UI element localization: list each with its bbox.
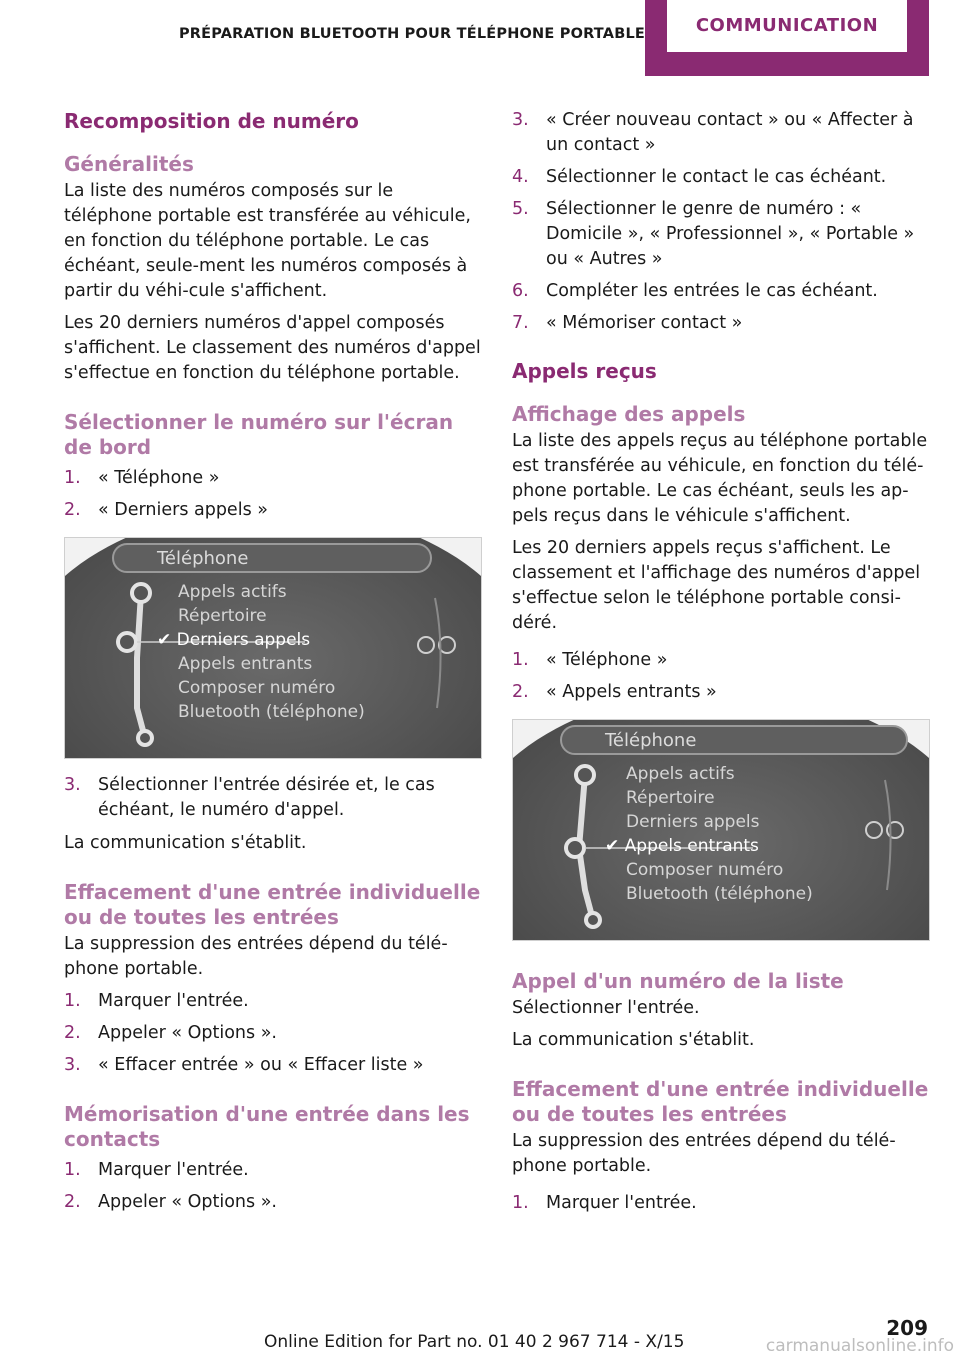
paragraph: Sélectionner l'entrée. <box>512 998 700 1018</box>
menu-item-selected: ✔ Derniers appels <box>157 630 311 650</box>
paragraph: La communication s'établit. <box>512 1030 755 1050</box>
heading-redial: Recomposition de numéro <box>64 109 359 133</box>
steps-list <box>64 466 482 523</box>
list-item: 1. « Téléphone » <box>512 650 668 670</box>
display-screenshot-incoming-calls <box>512 719 930 941</box>
menu-item: Derniers appels <box>626 812 760 832</box>
edition-note: Online Edition for Part no. 01 40 2 967 714 - X/15 <box>264 1332 685 1352</box>
page-number: 209 <box>886 1316 928 1340</box>
page-header <box>0 0 960 76</box>
paragraph: La suppression des entrées dépend du télé-phone portable. <box>64 934 448 979</box>
heading-save-contact: Mémorisation d'une entrée dans les contacts <box>64 1102 470 1151</box>
heading-select: Sélectionner le numéro sur l'écran de bord <box>64 410 454 459</box>
list-item: 6. Compléter les entrées le cas échéant. <box>512 281 878 301</box>
list-item: 1. Marquer l'entrée. <box>64 1160 249 1180</box>
menu-item-selected: ✔ Appels entrants <box>605 836 759 856</box>
list-item: 3. Sélectionner l'entrée désirée et, le cas échéant, le numéro d'appel. <box>64 775 435 820</box>
list-item: 4. Sélectionner le contact le cas échéant. <box>512 167 887 187</box>
menu-item: Appels actifs <box>178 582 287 602</box>
heading-delete: Effacement d'une entrée individuelle ou de toutes les entrées <box>64 880 481 929</box>
screen-title: Téléphone <box>605 730 697 751</box>
steps-list <box>512 1191 930 1216</box>
steps-list <box>64 1158 482 1215</box>
list-item: 5. Sélectionner le genre de numéro : « Domicile », « Professionnel », « Portable » ou « Autres » <box>512 199 915 269</box>
heading-call-number: Appel d'un numéro de la liste <box>512 969 844 993</box>
paragraph: La suppression des entrées dépend du télé-phone portable. <box>512 1131 896 1176</box>
section-title: COMMUNICATION <box>667 0 907 52</box>
heading-received-calls: Appels reçus <box>512 359 657 383</box>
header-subtitle: PRÉPARATION BLUETOOTH POUR TÉLÉPHONE PORTABLE <box>178 26 645 42</box>
menu-item: Bluetooth (téléphone) <box>626 884 813 904</box>
watermark: carmanualsonline.info <box>765 1336 954 1356</box>
display-screenshot-recent-calls <box>64 537 482 759</box>
steps-list <box>64 773 482 823</box>
list-item: 7. « Mémoriser contact » <box>512 313 743 333</box>
heading-delete: Effacement d'une entrée individuelle ou de toutes les entrées <box>512 1077 929 1126</box>
steps-list <box>64 989 482 1078</box>
section-tab <box>645 0 929 76</box>
paragraph: Les 20 derniers numéros d'appel composés s'affichent. Le classement des numéros d'appel s'effectue en fonction du téléphone portable. <box>64 313 481 383</box>
list-item: 1. Marquer l'entrée. <box>64 991 249 1011</box>
list-item: 2. Appeler « Options ». <box>64 1023 277 1043</box>
list-item: 1. Marquer l'entrée. <box>512 1193 697 1213</box>
screen-title: Téléphone <box>157 548 249 569</box>
list-item: 2. Appeler « Options ». <box>64 1192 277 1212</box>
list-item: 2. « Derniers appels » <box>64 500 268 520</box>
paragraph: La communication s'établit. <box>64 833 307 853</box>
paragraph: Les 20 derniers appels reçus s'affichent. Le classement et l'affichage des numéros d'appel s'effectue selon le téléphone portable consi-déré. <box>512 538 921 633</box>
heading-display-calls: Affichage des appels <box>512 402 746 426</box>
menu-item: Bluetooth (téléphone) <box>178 702 365 722</box>
list-item: 1. « Téléphone » <box>64 468 220 488</box>
menu-item: Appels actifs <box>626 764 735 784</box>
list-item: 3. « Effacer entrée » ou « Effacer liste » <box>64 1055 424 1075</box>
steps-list <box>512 648 930 705</box>
paragraph: La liste des appels reçus au téléphone portable est transférée au véhicule, en fonction du télé-phone portable. Le cas échéant, seuls les ap-pels reçus dans le véhicule s'affichent. <box>512 431 928 526</box>
heading-general: Généralités <box>64 152 194 176</box>
paragraph: La liste des numéros composés sur le téléphone portable est transférée au véhicule, en fonction du téléphone portable. Le cas échéant, seule-ment les numéros composés à partir du véhi-cule s'affichent. <box>64 181 471 301</box>
menu-item: Appels entrants <box>178 654 313 674</box>
menu-item: Composer numéro <box>626 860 784 880</box>
list-item: 3. « Créer nouveau contact » ou « Affecter à un contact » <box>512 110 914 155</box>
list-item: 2. « Appels entrants » <box>512 682 717 702</box>
right-column <box>512 108 930 1224</box>
menu-item: Répertoire <box>626 788 715 808</box>
menu-item: Composer numéro <box>178 678 336 698</box>
steps-list <box>512 108 930 336</box>
page-footer <box>0 1316 960 1362</box>
menu-item: Répertoire <box>178 606 267 626</box>
left-column <box>64 108 482 1223</box>
